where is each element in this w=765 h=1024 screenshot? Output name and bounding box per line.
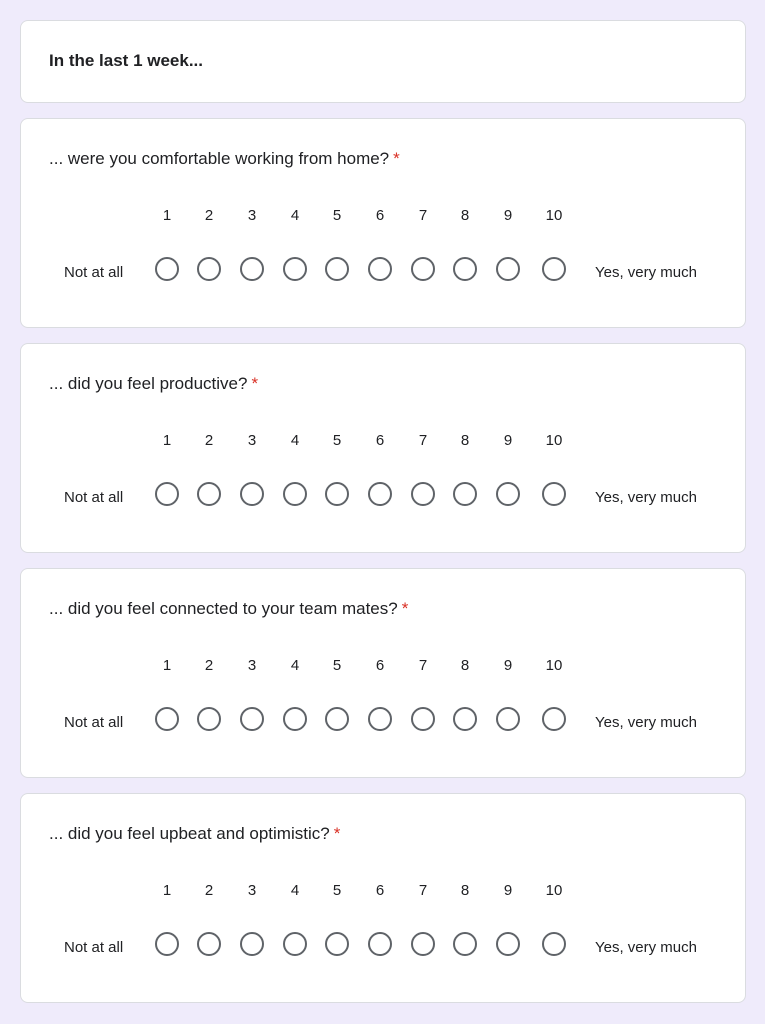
scale-number: 9 <box>503 657 513 674</box>
rating-radio-6[interactable] <box>368 932 392 956</box>
rating-radio-5[interactable] <box>325 707 349 731</box>
rating-radio-9[interactable] <box>496 707 520 731</box>
scale-number: 1 <box>162 882 172 899</box>
scale-number: 2 <box>204 657 214 674</box>
question-card <box>20 793 746 1003</box>
rating-radio-9[interactable] <box>496 482 520 506</box>
scale-low-label: Not at all <box>64 264 124 281</box>
rating-radio-5[interactable] <box>325 482 349 506</box>
scale-number: 8 <box>460 432 470 449</box>
question-label: ... did you feel connected to your team mates? <box>49 599 398 618</box>
scale-number: 5 <box>332 432 342 449</box>
question-card <box>20 343 746 553</box>
question-text <box>49 374 258 394</box>
rating-radio-8[interactable] <box>453 932 477 956</box>
rating-radio-7[interactable] <box>411 482 435 506</box>
scale-number: 7 <box>418 432 428 449</box>
scale-number: 10 <box>545 432 563 449</box>
rating-radio-3[interactable] <box>240 932 264 956</box>
scale-number: 6 <box>375 882 385 899</box>
required-asterisk: * <box>401 599 409 618</box>
scale-number: 1 <box>162 657 172 674</box>
scale-number: 7 <box>418 657 428 674</box>
question-text <box>49 824 340 844</box>
scale-number: 9 <box>503 207 513 224</box>
rating-radio-1[interactable] <box>155 257 179 281</box>
scale-high-label: Yes, very much <box>595 264 697 281</box>
rating-radio-5[interactable] <box>325 932 349 956</box>
scale-number: 4 <box>290 432 300 449</box>
rating-radio-3[interactable] <box>240 707 264 731</box>
required-asterisk: * <box>393 149 400 168</box>
question-label: ... were you comfortable working from home? <box>49 149 390 168</box>
scale-number: 10 <box>545 657 563 674</box>
scale-number: 2 <box>204 882 214 899</box>
rating-radio-8[interactable] <box>453 257 477 281</box>
scale-number: 9 <box>503 882 513 899</box>
required-asterisk: * <box>333 824 341 843</box>
rating-radio-10[interactable] <box>542 707 566 731</box>
scale-number: 1 <box>162 432 172 449</box>
scale-number: 2 <box>204 207 214 224</box>
scale-number: 7 <box>418 207 428 224</box>
scale-number: 3 <box>247 207 257 224</box>
rating-radio-7[interactable] <box>411 257 435 281</box>
scale-number: 8 <box>460 207 470 224</box>
scale-number: 10 <box>545 207 563 224</box>
rating-radio-4[interactable] <box>283 932 307 956</box>
rating-radio-6[interactable] <box>368 707 392 731</box>
scale-number: 2 <box>204 432 214 449</box>
scale-number: 8 <box>460 882 470 899</box>
scale-number: 5 <box>332 207 342 224</box>
scale-number: 5 <box>332 882 342 899</box>
rating-radio-2[interactable] <box>197 932 221 956</box>
rating-radio-2[interactable] <box>197 257 221 281</box>
rating-radio-1[interactable] <box>155 707 179 731</box>
scale-number: 4 <box>290 207 300 224</box>
scale-high-label: Yes, very much <box>595 489 697 506</box>
rating-radio-4[interactable] <box>283 482 307 506</box>
question-text <box>49 149 400 169</box>
rating-radio-2[interactable] <box>197 482 221 506</box>
rating-radio-8[interactable] <box>453 707 477 731</box>
rating-radio-8[interactable] <box>453 482 477 506</box>
question-label: ... did you feel upbeat and optimistic? <box>49 824 330 843</box>
rating-radio-10[interactable] <box>542 482 566 506</box>
rating-radio-9[interactable] <box>496 257 520 281</box>
form-section-title: In the last 1 week... <box>49 51 204 70</box>
question-card <box>20 118 746 328</box>
scale-number: 3 <box>247 882 257 899</box>
scale-low-label: Not at all <box>64 489 124 506</box>
rating-radio-4[interactable] <box>283 257 307 281</box>
question-label: ... did you feel productive? <box>49 374 248 393</box>
rating-radio-5[interactable] <box>325 257 349 281</box>
scale-number: 1 <box>162 207 172 224</box>
question-text <box>49 599 408 619</box>
rating-radio-9[interactable] <box>496 932 520 956</box>
rating-radio-6[interactable] <box>368 482 392 506</box>
scale-low-label: Not at all <box>64 939 124 956</box>
rating-radio-1[interactable] <box>155 482 179 506</box>
scale-number: 3 <box>247 657 257 674</box>
scale-number: 3 <box>247 432 257 449</box>
rating-radio-10[interactable] <box>542 257 566 281</box>
scale-low-label: Not at all <box>64 714 124 731</box>
rating-radio-3[interactable] <box>240 257 264 281</box>
scale-number: 6 <box>375 432 385 449</box>
scale-number: 6 <box>375 207 385 224</box>
scale-number: 9 <box>503 432 513 449</box>
scale-number: 8 <box>460 657 470 674</box>
question-card <box>20 568 746 778</box>
scale-number: 5 <box>332 657 342 674</box>
rating-radio-6[interactable] <box>368 257 392 281</box>
rating-radio-3[interactable] <box>240 482 264 506</box>
rating-radio-2[interactable] <box>197 707 221 731</box>
scale-number: 4 <box>290 882 300 899</box>
required-asterisk: * <box>251 374 259 393</box>
scale-number: 6 <box>375 657 385 674</box>
form-header-card <box>20 20 746 103</box>
scale-number: 10 <box>545 882 563 899</box>
scale-number: 4 <box>290 657 300 674</box>
scale-high-label: Yes, very much <box>595 714 697 731</box>
rating-radio-1[interactable] <box>155 932 179 956</box>
rating-radio-7[interactable] <box>411 707 435 731</box>
rating-radio-10[interactable] <box>542 932 566 956</box>
scale-number: 7 <box>418 882 428 899</box>
rating-radio-4[interactable] <box>283 707 307 731</box>
rating-radio-7[interactable] <box>411 932 435 956</box>
scale-high-label: Yes, very much <box>595 939 697 956</box>
